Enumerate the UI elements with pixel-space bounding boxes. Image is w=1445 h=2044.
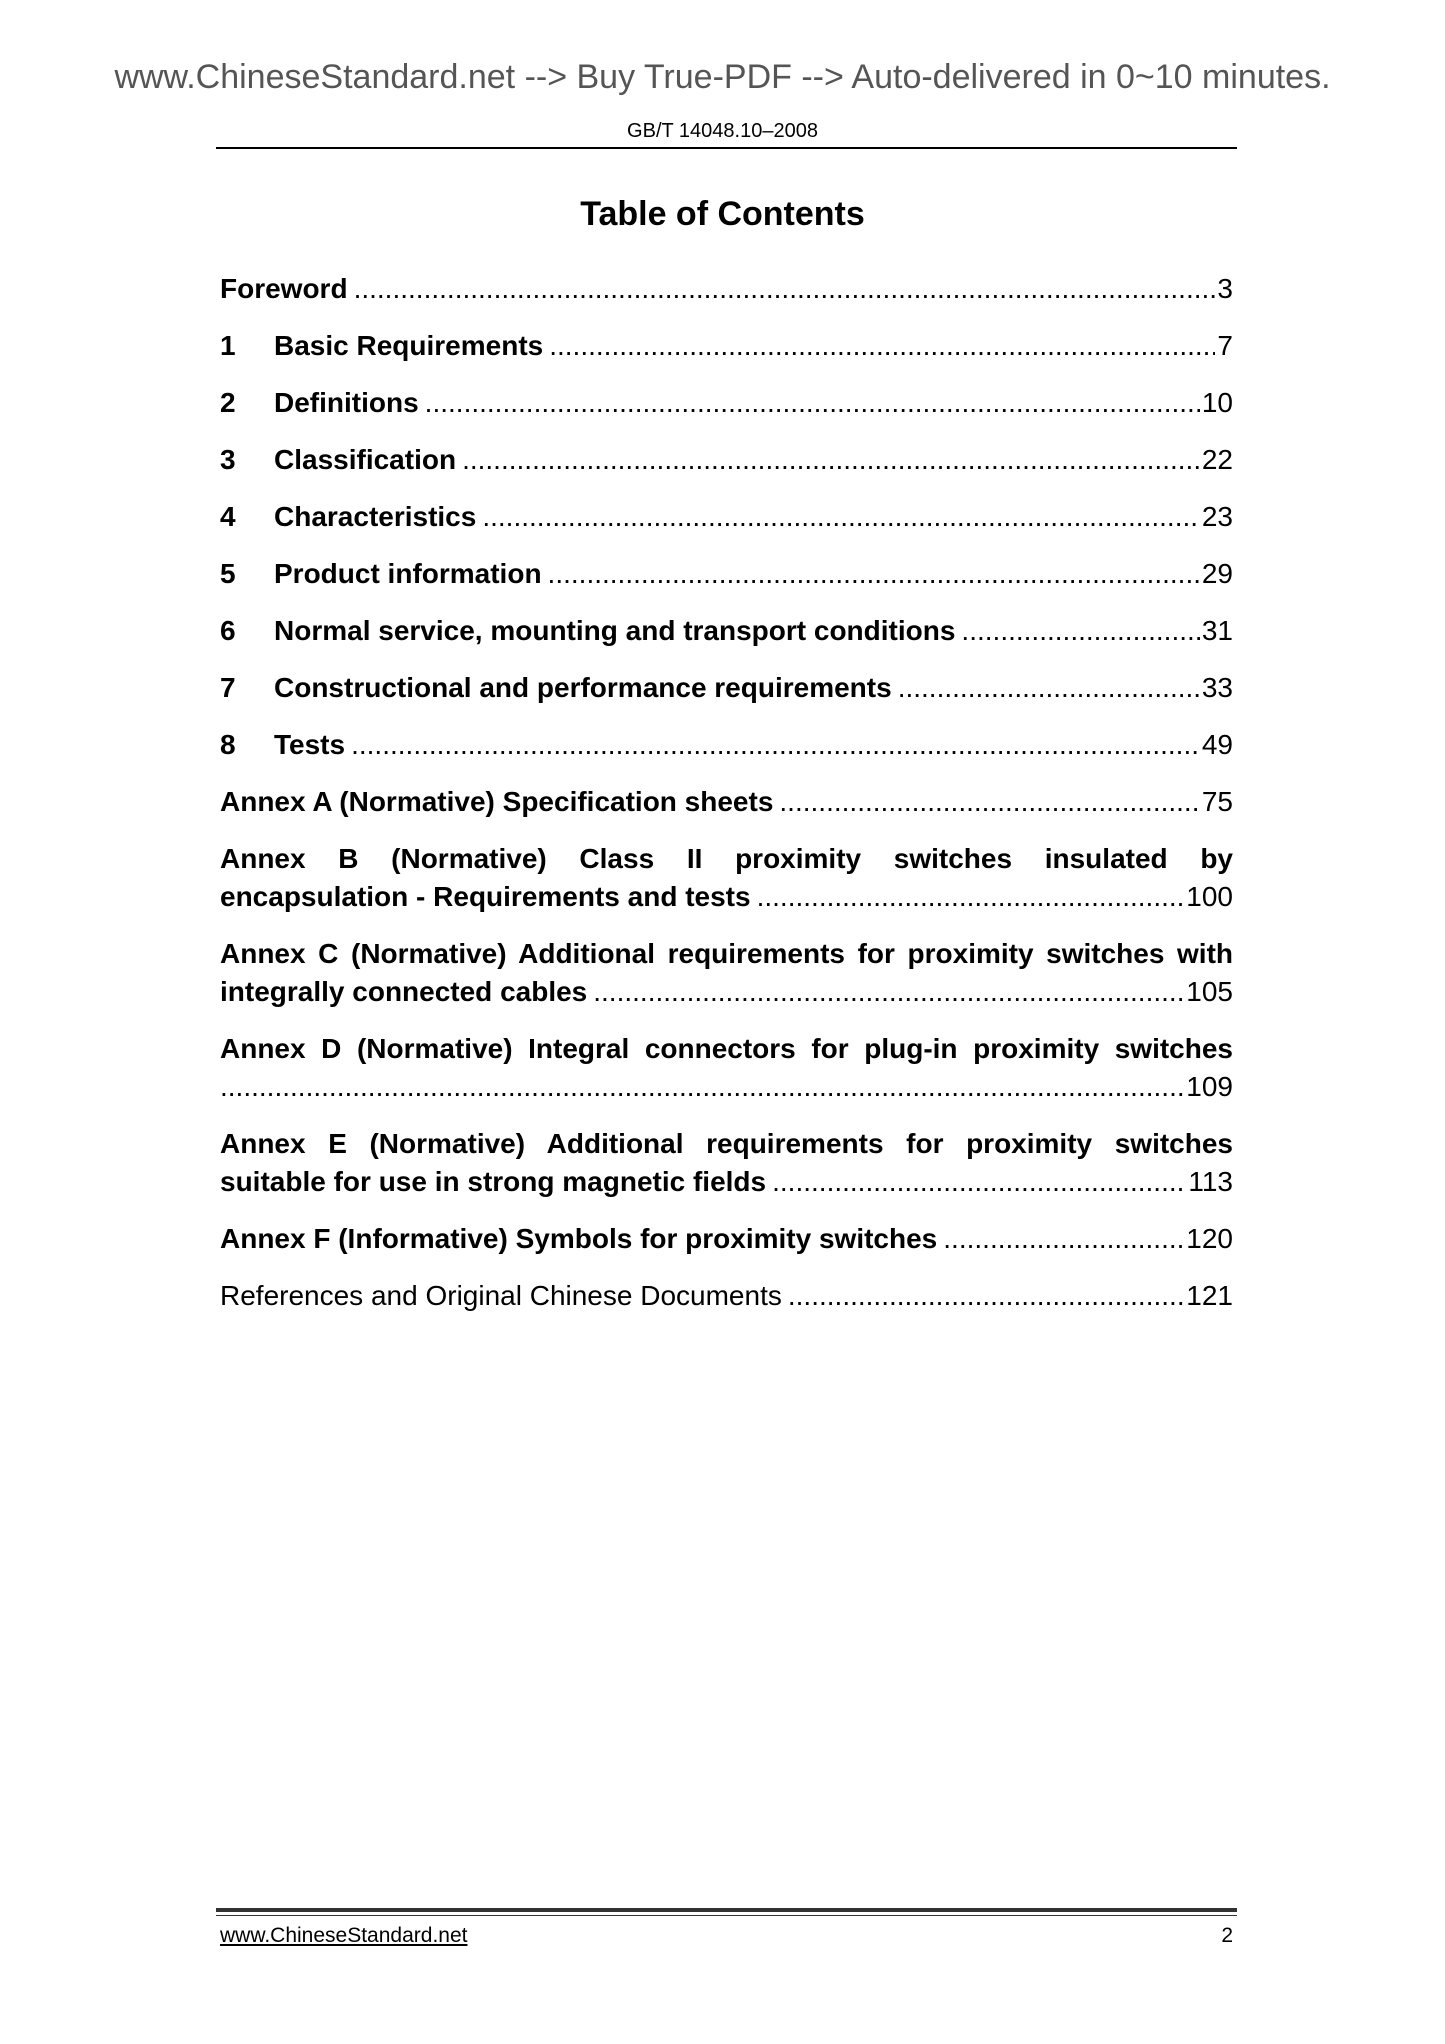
toc-entry-number: 3 [220,444,236,475]
toc-entry-text: Foreword [220,273,348,304]
toc-entry-8[interactable] [220,726,1233,764]
toc-entry-text-line2: encapsulation - Requirements and tests [220,881,751,912]
dot-leader [779,783,1199,821]
toc-entry-page: 120 [1186,1223,1233,1254]
toc-entry-number: 4 [220,501,236,532]
dot-leader [354,270,1216,308]
toc-entry-page: 49 [1201,729,1233,760]
toc-entry-text: Characteristics [274,501,477,532]
header-rule [216,147,1237,149]
dot-leader [220,1068,1184,1106]
toc-entry-annex-b[interactable] [220,840,1233,916]
dot-leader [593,973,1184,1011]
toc-entry-text: Product information [274,558,542,589]
toc-entry-page: 105 [1186,976,1233,1007]
toc-entry-page: 109 [1186,1071,1233,1102]
toc-entry-number: 1 [220,330,236,361]
toc-entry-text: Normal service, mounting and transport conditions [274,615,956,646]
toc-entry-annex-c[interactable] [220,935,1233,1011]
dot-leader [482,498,1200,536]
standard-code: GB/T 14048.10–2008 [627,120,818,142]
toc-entry-page: 22 [1201,444,1233,475]
toc-entry-annex-a[interactable] [220,783,1233,821]
toc-entry-text: Classification [274,444,457,475]
site-banner[interactable]: www.ChineseStandard.net --> Buy True-PDF --> Auto-delivered in 0~10 minutes. [114,58,1331,96]
toc-entry-text: Annex F (Informative) Symbols for proximity switches [220,1223,938,1254]
toc-entry-page: 121 [1186,1280,1233,1311]
dot-leader [757,878,1185,916]
toc-entry-3[interactable] [220,441,1233,479]
toc-entry-text-line1: Annex C (Normative) Additional requirements for proximity switches with [220,938,1233,969]
toc-entry-number: 7 [220,672,236,703]
toc-entry-page: 31 [1201,615,1233,646]
dot-leader [462,441,1200,479]
toc-entry-1[interactable] [220,327,1233,365]
dot-leader [788,1277,1184,1315]
toc-entry-text-line2: integrally connected cables [220,976,588,1007]
toc-entry-page: 7 [1217,330,1233,361]
toc-entry-5[interactable] [220,555,1233,593]
toc-entry-foreword[interactable] [220,270,1233,308]
dot-leader [961,612,1199,650]
toc-entry-page: 33 [1201,672,1233,703]
toc-entry-number: 6 [220,615,236,646]
toc-entry-6[interactable] [220,612,1233,650]
footer-rule [216,1908,1237,1912]
toc-entry-text: Definitions [274,387,419,418]
toc-entry-page: 100 [1186,881,1233,912]
toc-entry-text: Constructional and performance requirements [274,672,892,703]
toc-entry-page: 23 [1201,501,1233,532]
toc-entry-text-line2: suitable for use in strong magnetic fields [220,1166,767,1197]
toc-entry-annex-e[interactable] [220,1125,1233,1201]
footer-page-number: 2 [1221,1924,1233,1947]
footer-rule-thin [216,1915,1237,1916]
dot-leader [898,669,1200,707]
toc-entry-number: 8 [220,729,236,760]
toc-entry-text: Annex A (Normative) Specification sheets [220,786,774,817]
toc-entry-4[interactable] [220,498,1233,536]
dot-leader [425,384,1200,422]
toc-entry-annex-f[interactable] [220,1220,1233,1258]
toc-entry-annex-d[interactable] [220,1030,1233,1106]
toc-entry-page: 10 [1201,387,1233,418]
toc-entry-page: 29 [1201,558,1233,589]
toc-entry-text-line1: Annex E (Normative) Additional requirements for proximity switches [220,1128,1233,1159]
dot-leader [351,726,1200,764]
dot-leader [772,1163,1186,1201]
toc-entry-text-line1: Annex D (Normative) Integral connectors for plug-in proximity switches [220,1033,1233,1064]
table-of-contents [220,270,1233,1334]
toc-entry-text-line1: Annex B (Normative) Class II proximity switches insulated by [220,843,1233,874]
dot-leader [943,1220,1184,1258]
toc-entry-page: 75 [1201,786,1233,817]
footer-link[interactable]: www.ChineseStandard.net [220,1924,468,1947]
toc-entry-text: References and Original Chinese Documents [220,1280,782,1311]
toc-entry-page: 3 [1217,273,1233,304]
toc-entry-number: 2 [220,387,236,418]
toc-entry-page: 113 [1188,1166,1233,1197]
toc-entry-number: 5 [220,558,236,589]
toc-entry-references[interactable] [220,1277,1233,1315]
dot-leader [549,327,1215,365]
toc-entry-7[interactable] [220,669,1233,707]
toc-entry-text: Basic Requirements [274,330,544,361]
dot-leader [548,555,1200,593]
toc-title: Table of Contents [580,195,865,233]
toc-entry-2[interactable] [220,384,1233,422]
toc-entry-text: Tests [274,729,346,760]
